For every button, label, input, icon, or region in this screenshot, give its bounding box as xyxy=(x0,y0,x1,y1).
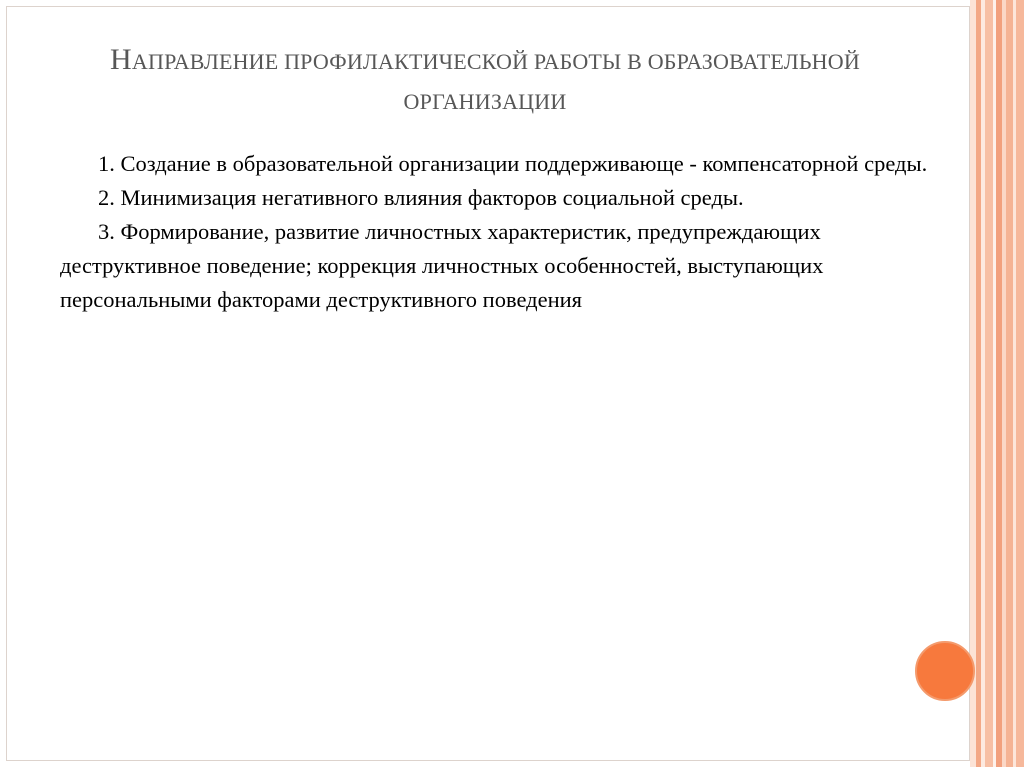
list-item: 3. Формирование, развитие личностных характеристик, предупреждающих деструктивное поведение; коррекция личностных особенностей, выступающих персональными факторами деструктивного поведения xyxy=(60,219,824,312)
title-first-letter: Н xyxy=(110,43,132,76)
slide-title xyxy=(60,40,910,122)
stripe xyxy=(985,0,993,767)
slide-body xyxy=(60,147,930,317)
accent-circle xyxy=(915,641,975,701)
stripe xyxy=(1006,0,1013,767)
list-item: 2. Минимизация негативного влияния факторов социальной среды. xyxy=(98,185,744,210)
title-text: АПРАВЛЕНИЕ ПРОФИЛАКТИЧЕСКОЙ РАБОТЫ В ОБРАЗОВАТЕЛЬНОЙ ОРГАНИЗАЦИИ xyxy=(131,49,860,114)
decorative-stripes xyxy=(970,0,1024,767)
list-item: 1. Создание в образовательной организации поддерживающе - компенсаторной среды. xyxy=(98,151,928,176)
stripe xyxy=(1016,0,1024,767)
